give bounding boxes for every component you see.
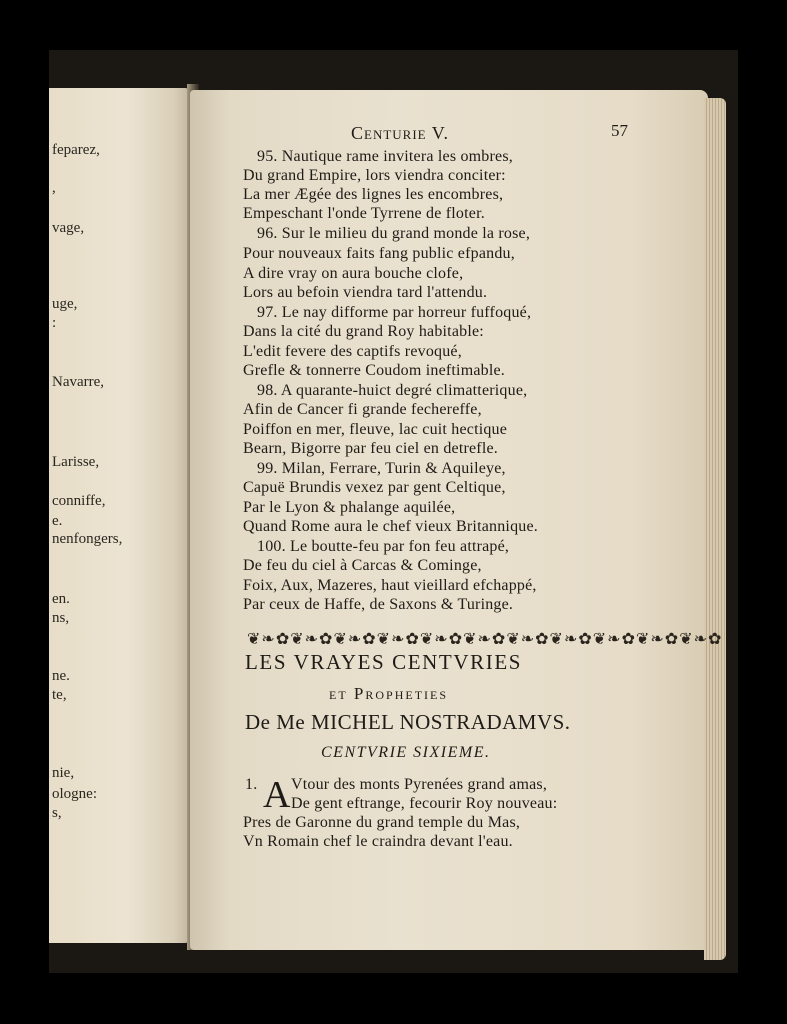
verse-line: 98. A quarante-huict degré climatterique, (257, 382, 528, 399)
left-fragment: , (52, 180, 56, 196)
chapter-heading: CENTVRIE SIXIEME. (321, 744, 491, 761)
left-fragment: ologne: (52, 786, 97, 802)
page-number: 57 (611, 121, 628, 140)
left-fragment: Navarre, (52, 374, 105, 390)
verse-line: 99. Milan, Ferrare, Turin & Aquileye, (257, 460, 506, 477)
right-page-text (49, 50, 738, 973)
verse-line: Vtour des monts Pyrenées grand amas, (291, 776, 548, 793)
verse-line: 100. Le boutte-feu par fon feu attrapé, (257, 538, 510, 555)
left-fragment: ns, (52, 610, 70, 626)
verse-line: Grefle & tonnerre Coudom ineftimable. (243, 362, 505, 379)
book-photo (49, 50, 738, 973)
left-fragment: s, (52, 805, 62, 821)
verse-line: Par ceux de Haffe, de Saxons & Turinge. (243, 596, 514, 613)
verse-line: Dans la cité du grand Roy habitable: (243, 323, 484, 340)
verse-line: Bearn, Bigorre par feu ciel en detrefle. (243, 440, 498, 457)
verse-line: A dire vray on aura bouche clofe, (243, 265, 464, 282)
verse-line: 97. Le nay difforme par horreur fuffoqué, (257, 304, 532, 321)
drop-cap: A (263, 774, 291, 816)
left-fragment: Larisse, (52, 454, 100, 470)
verse-line: De gent eftrange, fecourir Roy nouveau: (291, 795, 558, 812)
verse-line: 96. Sur le milieu du grand monde la rose, (257, 225, 531, 242)
verse-line: Quand Rome aura le chef vieux Britannique. (243, 518, 538, 535)
left-fragment: te, (52, 687, 67, 703)
verse-line: Pour nouveaux faits fang public efpandu, (243, 245, 515, 262)
section-title-line2: et Propheties (329, 684, 449, 703)
verse-line: La mer Ægée des lignes les encombres, (243, 186, 504, 203)
verse-line: Capuë Brundis vexez par gent Celtique, (243, 479, 506, 496)
left-fragment: vage, (52, 220, 85, 236)
left-fragment: en. (52, 591, 70, 607)
verse-line: Empeschant l'onde Tyrrene de floter. (243, 205, 485, 222)
verse-line: Vn Romain chef le craindra devant l'eau. (243, 833, 513, 850)
left-fragment: : (52, 315, 57, 331)
verse-line: Du grand Empire, lors viendra conciter: (243, 167, 506, 184)
verse-line: L'edit fevere des captifs revoqué, (243, 343, 462, 360)
left-fragment: conniffe, (52, 493, 106, 509)
verse-line: Poiffon en mer, fleuve, lac cuit hectique (243, 421, 508, 438)
left-fragment: uge, (52, 296, 78, 312)
left-fragment: nie, (52, 765, 75, 781)
left-fragment: nenfongers, (52, 531, 123, 547)
verse-line: Pres de Garonne du grand temple du Mas, (243, 814, 521, 831)
verse-line: Lors au befoin viendra tard l'attendu. (243, 284, 488, 301)
left-fragment: e. (52, 513, 63, 529)
verse-line: Par le Lyon & phalange aquilée, (243, 499, 456, 516)
verse-line: Afin de Cancer fi grande fechereffe, (243, 401, 482, 418)
verse-line: 95. Nautique rame invitera les ombres, (257, 148, 513, 165)
quatrain-number: 1. (245, 776, 258, 793)
running-header: Centurie V. (351, 123, 449, 143)
author-line: De Me MICHEL NOSTRADAMVS. (245, 710, 571, 734)
verse-line: Foix, Aux, Mazeres, haut vieillard efchappé, (243, 577, 537, 594)
left-fragment: ne. (52, 668, 70, 684)
ornament-divider: ❦❧✿❦❧✿❦❧✿❦❧✿❦❧✿❦❧✿❦❧✿❦❧✿❦❧✿❦❧✿❦❧✿ (247, 631, 723, 648)
left-fragment: feparez, (52, 142, 100, 158)
verse-line: De feu du ciel à Carcas & Cominge, (243, 557, 482, 574)
section-title: LES VRAYES CENTVRIES (245, 650, 523, 674)
